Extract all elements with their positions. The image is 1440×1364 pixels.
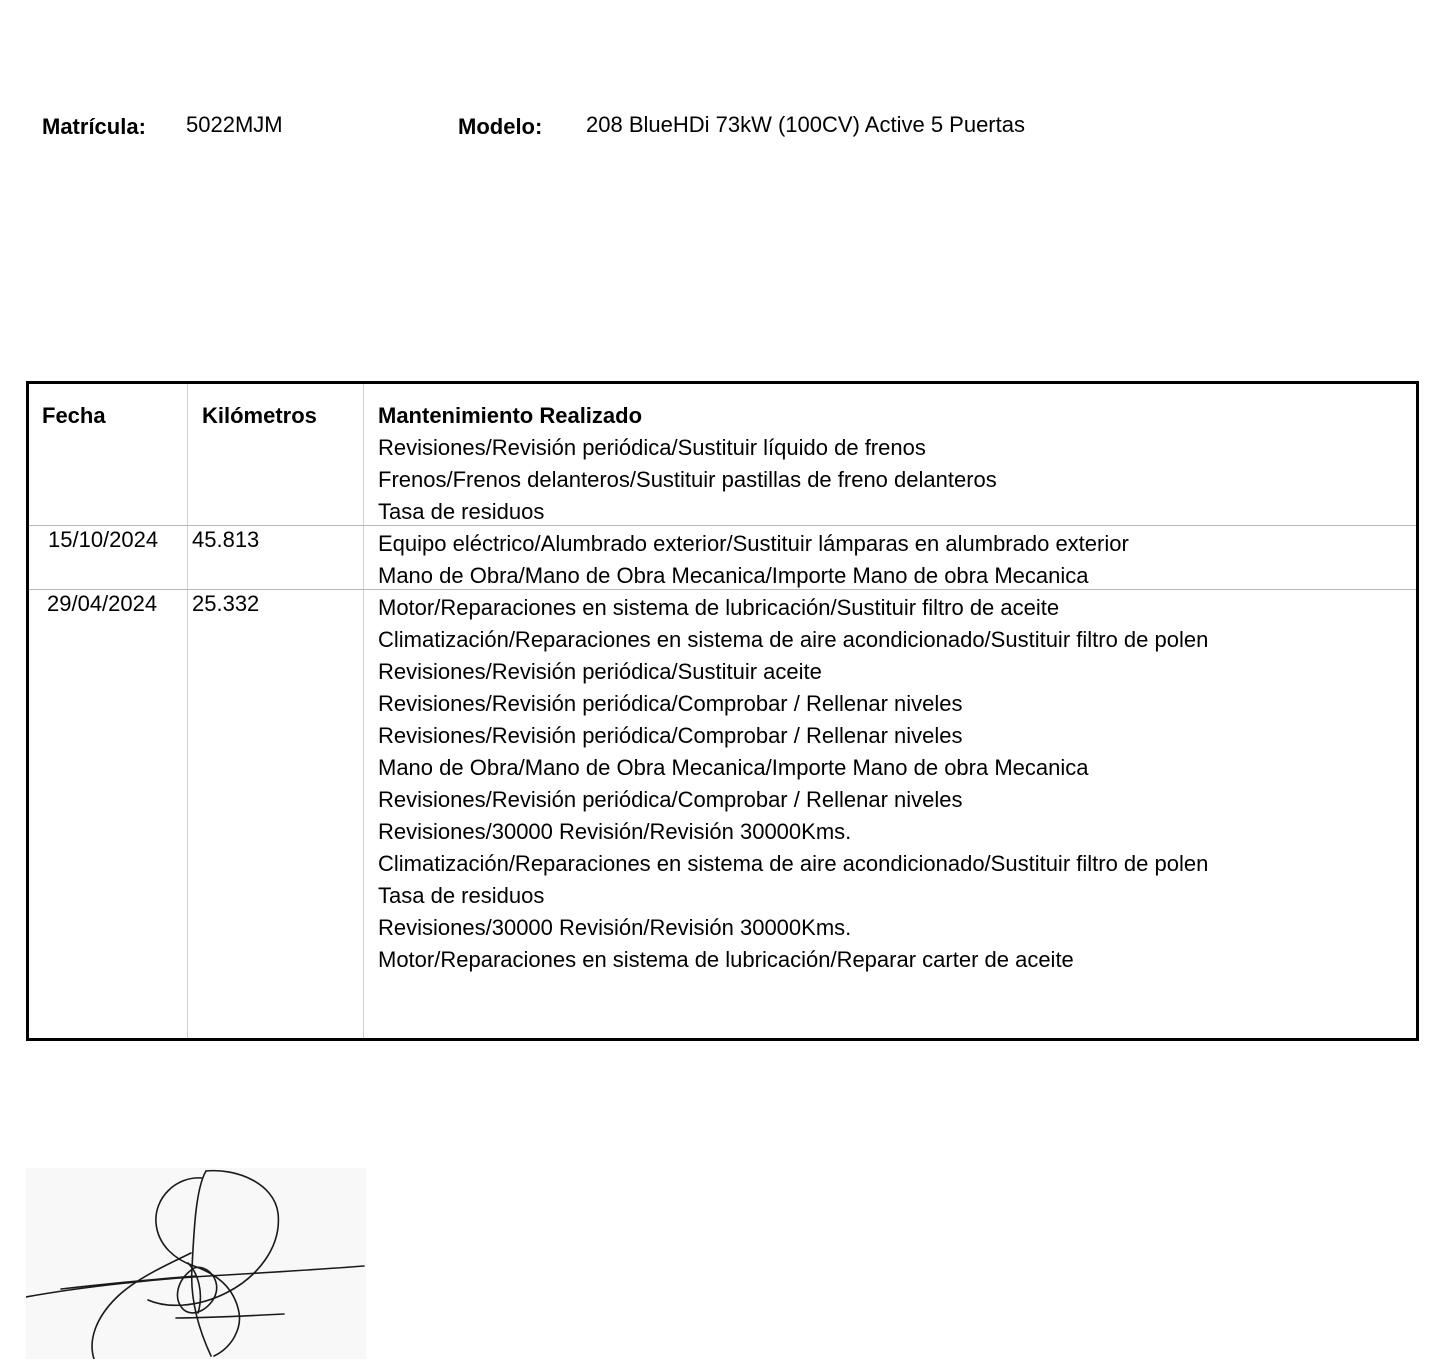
maintenance-item: Revisiones/Revisión periódica/Comprobar / Rellenar niveles xyxy=(378,787,963,812)
maintenance-items xyxy=(378,432,1238,528)
row-kilometros: 25.332 xyxy=(192,591,260,616)
modelo-label: Modelo: xyxy=(458,114,543,139)
maintenance-item: Climatización/Reparaciones en sistema de aire acondicionado/Sustituir filtro de polen xyxy=(378,851,1209,876)
maintenance-item: Climatización/Reparaciones en sistema de aire acondicionado/Sustituir filtro de polen xyxy=(378,627,1209,652)
column-divider xyxy=(363,384,364,1038)
maintenance-item: Revisiones/Revisión periódica/Sustituir líquido de frenos xyxy=(378,435,926,460)
column-header-kilometros: Kilómetros xyxy=(202,403,317,428)
maintenance-item: Motor/Reparaciones en sistema de lubricación/Sustituir filtro de aceite xyxy=(378,595,1060,620)
modelo-value: 208 BlueHDi 73kW (100CV) Active 5 Puertas xyxy=(586,112,1025,137)
column-divider xyxy=(187,384,188,1038)
row-kilometros: 45.813 xyxy=(192,527,260,552)
maintenance-item: Revisiones/30000 Revisión/Revisión 30000Kms. xyxy=(378,915,852,940)
maintenance-item: Frenos/Frenos delanteros/Sustituir pastillas de freno delanteros xyxy=(378,467,997,492)
matricula-value: 5022MJM xyxy=(186,112,283,137)
maintenance-item: Tasa de residuos xyxy=(378,499,545,524)
column-header-fecha: Fecha xyxy=(42,403,106,428)
row-date: 15/10/2024 xyxy=(48,527,159,552)
maintenance-item: Mano de Obra/Mano de Obra Mecanica/Importe Mano de obra Mecanica xyxy=(378,563,1089,588)
signature-image xyxy=(26,1168,366,1359)
maintenance-item: Revisiones/Revisión periódica/Sustituir aceite xyxy=(378,659,822,684)
maintenance-item: Motor/Reparaciones en sistema de lubricación/Reparar carter de aceite xyxy=(378,947,1074,972)
row-date: 29/04/2024 xyxy=(47,591,158,616)
column-header-mantenimiento: Mantenimiento Realizado xyxy=(378,403,643,428)
maintenance-items xyxy=(378,528,1238,592)
maintenance-item: Revisiones/30000 Revisión/Revisión 30000Kms. xyxy=(378,819,852,844)
matricula-label: Matrícula: xyxy=(42,114,146,139)
maintenance-item: Mano de Obra/Mano de Obra Mecanica/Importe Mano de obra Mecanica xyxy=(378,755,1089,780)
maintenance-item: Revisiones/Revisión periódica/Comprobar / Rellenar niveles xyxy=(378,723,963,748)
signature-icon xyxy=(26,1168,366,1359)
maintenance-item: Equipo eléctrico/Alumbrado exterior/Sustituir lámparas en alumbrado exterior xyxy=(378,531,1129,556)
maintenance-item: Revisiones/Revisión periódica/Comprobar / Rellenar niveles xyxy=(378,691,963,716)
maintenance-table xyxy=(26,381,1419,1041)
maintenance-item: Tasa de residuos xyxy=(378,883,545,908)
maintenance-items xyxy=(378,592,1238,976)
